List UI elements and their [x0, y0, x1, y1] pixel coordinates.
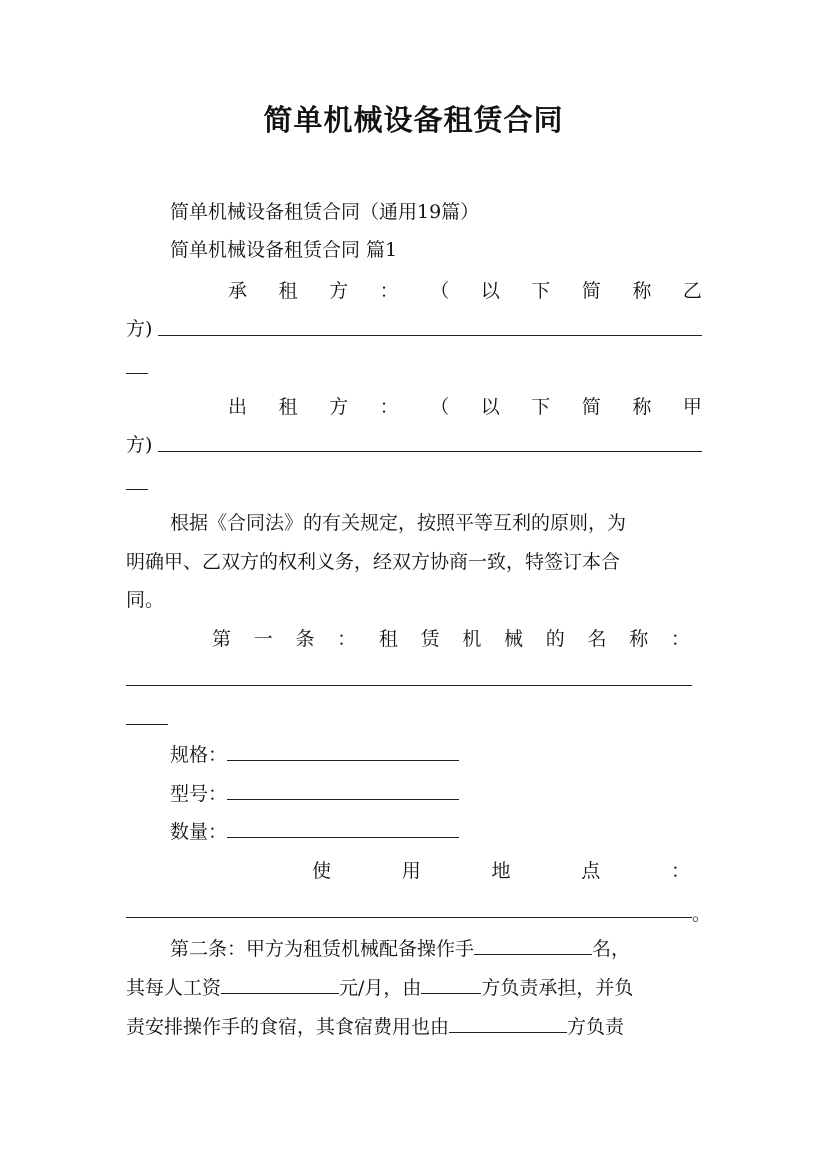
- equipment-name-blank-cont: [126, 723, 168, 725]
- quantity-blank[interactable]: [227, 819, 459, 838]
- lessee-char: 称: [632, 280, 652, 302]
- lessee-fill-row: [126, 315, 702, 343]
- location-char: 点: [581, 860, 601, 882]
- lessor-char: 称: [632, 396, 652, 418]
- lodging-payer-blank[interactable]: [449, 1014, 567, 1033]
- article-1-char: ：: [670, 628, 690, 650]
- lessee-label-row: [228, 277, 702, 305]
- location-char: 地: [491, 860, 511, 882]
- article-2-text: 其每人工资: [126, 977, 222, 999]
- operator-count-blank[interactable]: [474, 936, 592, 955]
- location-blank[interactable]: [126, 916, 692, 918]
- spec-blank[interactable]: [227, 742, 459, 761]
- article-2-text: 名，: [592, 938, 631, 960]
- spec-row: [170, 741, 746, 769]
- lessor-char: 租: [278, 396, 298, 418]
- location-char: ：: [670, 860, 690, 882]
- article-1-char: 名: [587, 628, 607, 650]
- model-row: [170, 780, 746, 808]
- article-1-char: 械: [504, 628, 524, 650]
- lessee-char: 下: [531, 280, 551, 302]
- lessor-char: 甲: [682, 396, 702, 418]
- article-1-char: 赁: [420, 628, 440, 650]
- location-char: 使: [312, 860, 332, 882]
- article-1-char: 称: [629, 628, 649, 650]
- document-title: 简单机械设备租赁合同: [263, 103, 564, 137]
- article-1-char: 第: [212, 628, 232, 650]
- model-blank[interactable]: [227, 781, 459, 800]
- quantity-row: [170, 818, 746, 846]
- lessee-char: 承: [228, 280, 248, 302]
- wage-blank[interactable]: [221, 975, 339, 994]
- basis-paragraph-line-3: 同。: [126, 589, 165, 611]
- section-heading: 简单机械设备租赁合同 篇1: [170, 239, 398, 261]
- lessor-name-blank[interactable]: [158, 450, 702, 452]
- lessee-tail: 方): [126, 318, 153, 340]
- article-1-char: 租: [378, 628, 398, 650]
- article-2-line-1: [170, 935, 702, 963]
- article-1-char: 的: [545, 628, 565, 650]
- lessor-name-blank-cont: [126, 488, 148, 490]
- article-1-char: ：: [337, 628, 357, 650]
- lessee-char: 租: [278, 280, 298, 302]
- lessee-char: 方: [329, 280, 349, 302]
- lessee-char: （: [430, 280, 450, 302]
- lessor-fill-row: [126, 431, 702, 459]
- basis-paragraph-line-1: 根据《合同法》的有关规定，按照平等互利的原则，为: [170, 512, 627, 534]
- spec-label: 规格：: [170, 744, 228, 766]
- lessee-name-blank[interactable]: [158, 334, 702, 336]
- lessor-char: 以: [480, 396, 500, 418]
- lessee-char: 以: [480, 280, 500, 302]
- article-2-text: 方负责: [567, 1016, 625, 1038]
- article-2-line-2: [126, 974, 702, 1002]
- article-2-line-3: [126, 1013, 702, 1041]
- document-subtitle: 简单机械设备租赁合同（通用19篇）: [170, 201, 480, 223]
- wage-payer-blank[interactable]: [421, 975, 481, 994]
- article-1-char: 机: [462, 628, 482, 650]
- quantity-label: 数量：: [170, 821, 228, 843]
- lessee-char: 乙: [682, 280, 702, 302]
- article-2-text: 第二条：甲方为租赁机械配备操作手: [170, 938, 475, 960]
- article-2-text: 责安排操作手的食宿，其食宿费用也由: [126, 1016, 450, 1038]
- article-1-heading: [212, 625, 690, 653]
- lessee-char: 简: [581, 280, 601, 302]
- lessor-char: （: [430, 396, 450, 418]
- lessor-char: 方: [329, 396, 349, 418]
- basis-paragraph-line-2: 明确甲、乙双方的权利义务，经双方协商一致，特签订本合: [126, 551, 621, 573]
- location-label-row: [312, 857, 690, 885]
- lessee-name-blank-cont: [126, 372, 148, 374]
- model-label: 型号：: [170, 783, 228, 805]
- lessor-tail: 方): [126, 434, 153, 456]
- article-1-char: 一: [253, 628, 273, 650]
- article-2-text: 元/月，由: [339, 977, 422, 999]
- lessor-char: 出: [228, 396, 248, 418]
- lessor-char: ：: [379, 396, 399, 418]
- lessor-char: 简: [581, 396, 601, 418]
- location-char: 用: [401, 860, 421, 882]
- equipment-name-blank[interactable]: [126, 684, 692, 686]
- article-2-text: 方负责承担，并负: [481, 977, 634, 999]
- lessor-label-row: [228, 393, 702, 421]
- location-end-mark: 。: [692, 903, 712, 925]
- lessor-char: 下: [531, 396, 551, 418]
- article-1-char: 条: [295, 628, 315, 650]
- lessee-char: ：: [379, 280, 399, 302]
